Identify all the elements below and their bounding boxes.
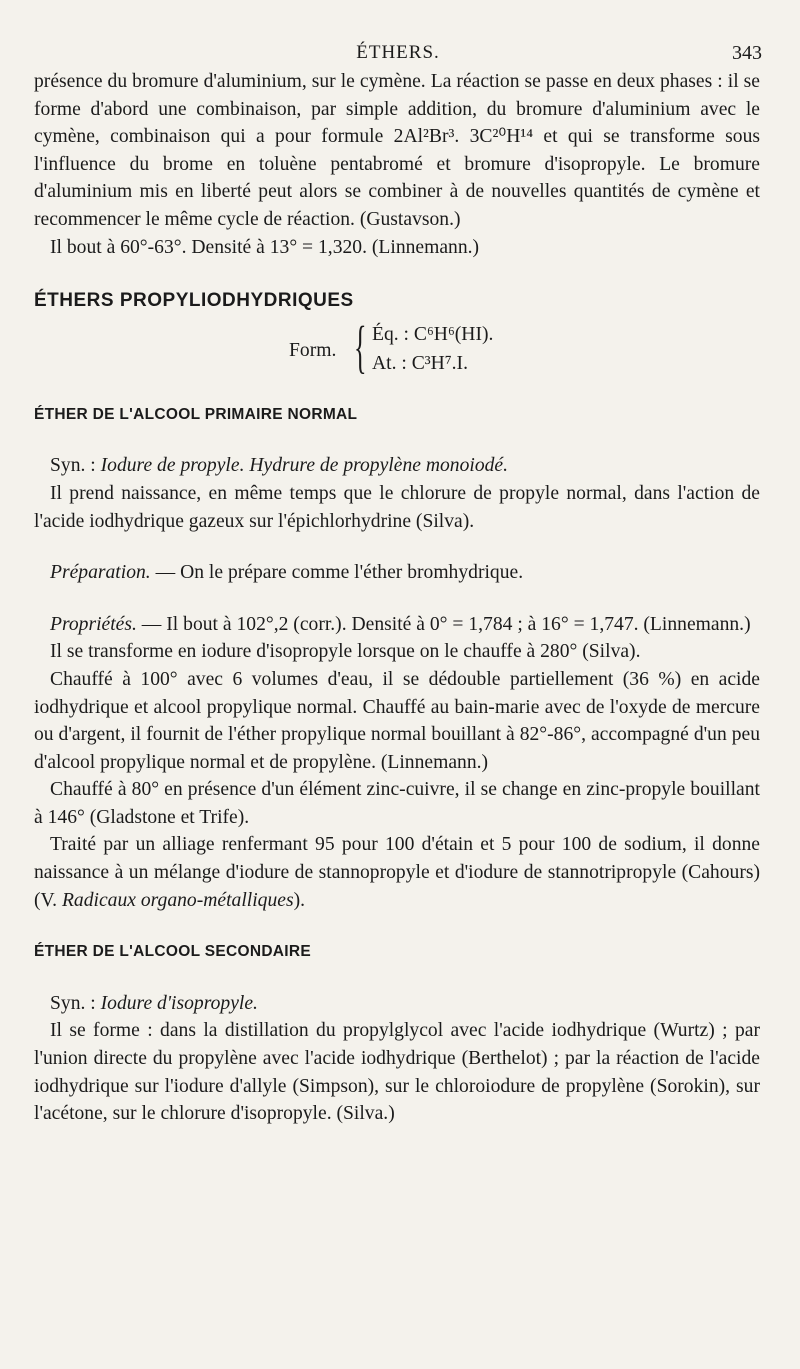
properties-text: — Il bout à 102°,2 (corr.). Densité à 0° = 1,784 ; à 16° = 1,747. (Linnemann.): [136, 613, 751, 635]
running-title: ÉTHERS.: [356, 42, 440, 63]
preparation-label: Préparation.: [50, 562, 151, 584]
syn-label: Syn. :: [50, 455, 101, 477]
body-text: [34, 68, 760, 1128]
page-number: 343: [732, 42, 762, 64]
paragraph-heating: Chauffé à 100° avec 6 volumes d'eau, il se dédouble partiellement (36 %) en acide iodhydrique et alcool propylique normal. Chauffé au bain-marie avec de l'oxyde de mercure ou d'argent, il fournit de l'éther propylique normal bouillant à 82°-86°, accompagné d'un peu d'alcool propylique normal et de propylène. (Linnemann.): [34, 668, 760, 773]
formula-equivalent: Éq. : C⁶H⁶(HI).: [372, 323, 494, 345]
paragraph-intro: présence du bromure d'aluminium, sur le cymène. La réaction se passe en deux phases : il se forme d'abord une combinaison, par simple addition, du bromure d'aluminium avec le cymène, combinaison qui a pour formule 2Al²Br³. 3C²⁰H¹⁴ et qui se transforme sous l'influence du brome en toluène pentabromé et bromure d'isopropyle. Le bromure d'aluminium mis en liberté peut alors se combiner à de nouvelles quantités de cymène et recommencer le même cycle de réaction. (Gustavson.): [34, 71, 760, 230]
formula-atomic: At. : C³H⁷.I.: [372, 352, 468, 374]
paragraph-alloy: Traité par un alliage renfermant 95 pour 100 d'étain et 5 pour 100 de sodium, il donne naissance à un mélange d'iodure de stannopropyle et d'iodure de stannotripropyle (Cahours) (V. Radicaux organo-métalliques).: [34, 834, 760, 911]
section-heading: ÉTHERS PROPYLIODHYDRIQUES: [34, 290, 354, 312]
paragraph-isopropyl: Il se transforme en iodure d'isopropyle lorsque on le chauffe à 280° (Silva).: [50, 641, 641, 663]
paragraph-formation: Il se forme : dans la distillation du propylglycol avec l'acide iodhydrique (Wurtz) ; par l'union directe du propylène avec l'acide iodhydrique (Berthelot) ; par la réaction de l'acide iodhydrique sur l'iodure d'allyle (Simpson), sur le chloroiodure de propylène (Sorokin), sur l'acétone, sur le chlorure d'isopropyle. (Silva.): [34, 1020, 760, 1125]
running-header: [34, 38, 762, 68]
synonyms-secondary: [34, 990, 760, 1018]
synonyms-primary: [34, 452, 760, 480]
paragraph-boiling-point: Il bout à 60°-63°. Densité à 13° = 1,320. (Linnemann.): [50, 236, 480, 258]
paragraph-origin: Il prend naissance, en même temps que le chlorure de propyle normal, dans l'action de l'acide iodhydrique gazeux sur l'épichlorhydrine (Silva).: [34, 482, 760, 532]
preparation-text: — On le prépare comme l'éther bromhydrique.: [150, 562, 524, 584]
formula-label: Form.: [289, 339, 337, 361]
paragraph-preparation: [34, 559, 760, 587]
formula-block: [34, 313, 760, 383]
cross-reference: Radicaux organo-métalliques: [61, 889, 294, 911]
paragraph-zinc-copper: Chauffé à 80° en présence d'un élément zinc-cuivre, il se change en zinc-propyle bouillant à 146° (Gladstone et Trife).: [34, 779, 760, 828]
paragraph-properties: [34, 611, 760, 639]
syn-text: Iodure d'isopropyle.: [100, 992, 258, 1014]
properties-label: Propriétés.: [50, 613, 137, 635]
subsection-heading-primary: ÉTHER DE L'ALCOOL PRIMAIRE NORMAL: [34, 405, 358, 423]
syn-label: Syn. :: [50, 992, 101, 1014]
subsection-heading-secondary: ÉTHER DE L'ALCOOL SECONDAIRE: [34, 943, 312, 961]
brace-icon: {: [354, 313, 367, 379]
syn-text: Iodure de propyle. Hydrure de propylène monoiodé.: [100, 455, 509, 477]
